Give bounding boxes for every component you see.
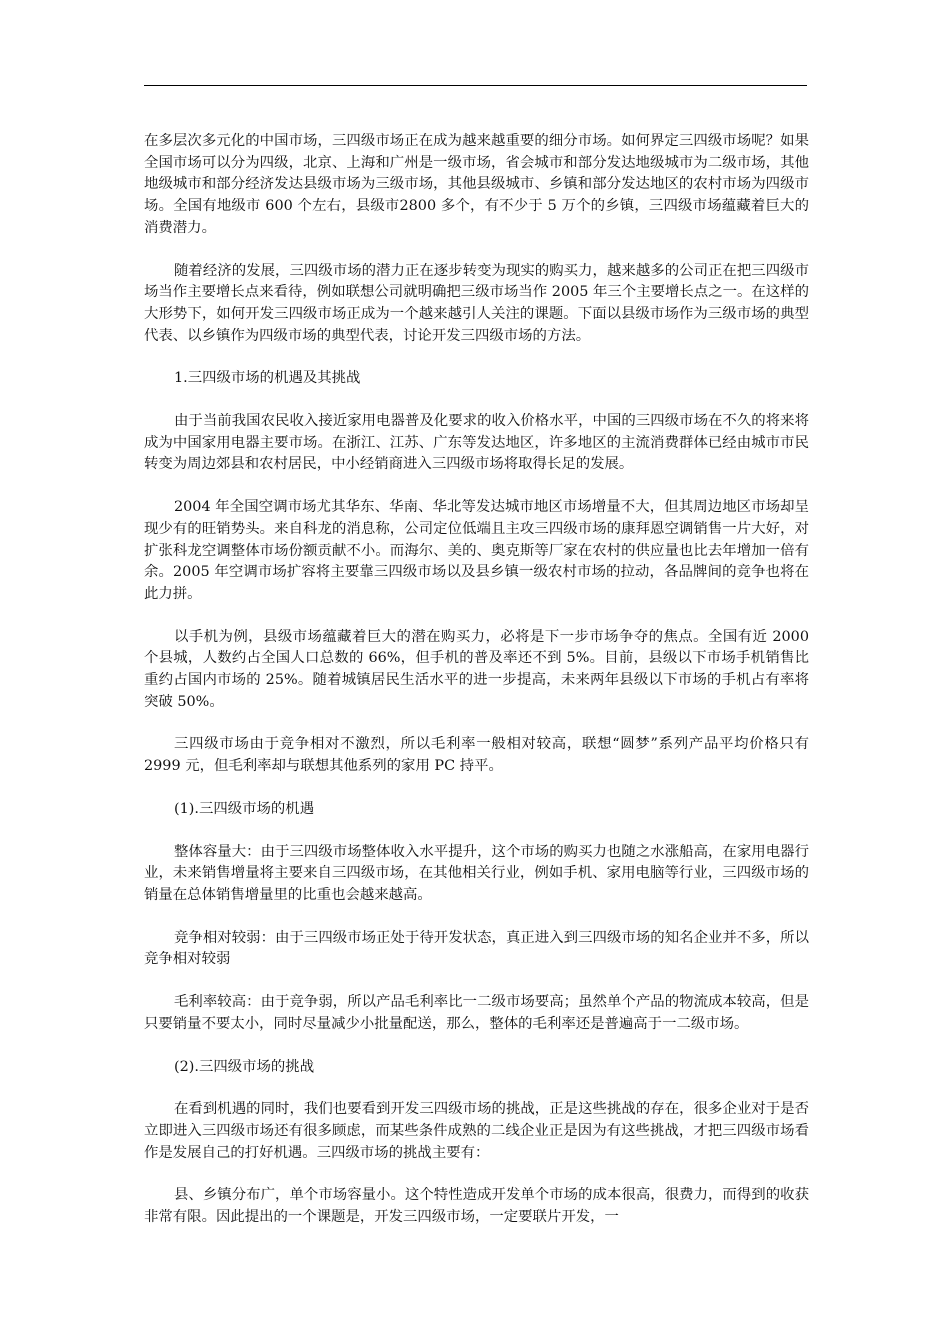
header-rule (144, 85, 807, 86)
section-heading-1: 1.三四级市场的机遇及其挑战 (174, 370, 361, 387)
paragraph-appliances: 由于当前我国农民收入接近家用电器普及化要求的收入价格水平，中国的三四级市场在不久的将来将成为中国家用电器主要市场。在浙江、江苏、广东等发达地区，许多地区的主流消费群体已经由城市市民转变为周边郊县和农村居民，中小经销商进入三四级市场将取得长足的发展。 (144, 413, 809, 473)
paragraph-gross-margin: 毛利率较高：由于竞争弱，所以产品毛利率比一二级市场要高；虽然单个产品的物流成本较高，但是只要销量不要太小，同时尽量减少小批量配送，那么，整体的毛利率还是普遍高于一二级市场。 (144, 994, 809, 1032)
document-body (144, 131, 809, 1250)
paragraph-margin-lenovo: 三四级市场由于竞争相对不激烈，所以毛利率一般相对较高，联想“圆梦”系列产品平均价格只有 2999 元，但毛利率却与联想其他系列的家用 PC 持平。 (144, 736, 809, 775)
paragraph-competition: 竞争相对较弱：由于三四级市场正处于待开发状态，真正进入到三四级市场的知名企业并不多，所以竞争相对较弱 (144, 929, 809, 968)
paragraph-capacity: 整体容量大：由于三四级市场整体收入水平提升，这个市场的购买力也随之水涨船高，在家用电器行业，未来销售增量将主要来自三四级市场，在其他相关行业，例如手机、家用电脑等行业，三四级市场的销量在总体销售增量里的比重也会越来越高。 (144, 843, 809, 903)
paragraph-air-conditioning: 2004 年全国空调市场尤其华东、华南、华北等发达城市地区市场增量不大，但其周边地区市场却呈现少有的旺销势头。来自科龙的消息称，公司定位低端且主攻三四级市场的康拜恩空调销售一片大好，对扩张科龙空调整体市场份额贡献不小。而海尔、美的、奥克斯等厂家在农村的供应量也比去年增加一倍有余。2005 年空调市场扩容将主要靠三四级市场以及县乡镇一级农村市场的拉动，各品牌间的竞争也将在此力拼。 (144, 499, 809, 602)
paragraph-intro: 在多层次多元化的中国市场，三四级市场正在成为越来越重要的细分市场。如何界定三四级市场呢？如果全国市场可以分为四级，北京、上海和广州是一级市场，省会城市和部分发达地级城市为二级市场，其他地级城市和部分经济发达县级市场为三级市场，其他县级城市、乡镇和部分发达地区的农村市场为四级市场。全国有地级市 600 个左右，县级市2800 多个，有不少于 5 万个的乡镇，三四级市场蕴藏着巨大的消费潜力。 (144, 133, 809, 236)
paragraph-growth: 随着经济的发展，三四级市场的潜力正在逐步转变为现实的购买力，越来越多的公司正在把三四级市场当作主要增长点来看待，例如联想公司就明确把三级市场当作 2005 年三个主要增长点之一。在这样的大形势下，如何开发三四级市场正成为一个越来越引人关注的课题。下面以县级市场作为三级市场的典型代表、以乡镇作为四级市场的典型代表，讨论开发三四级市场的方法。 (144, 262, 809, 344)
paragraph-mobile-phones: 以手机为例，县级市场蕴藏着巨大的潜在购买力，必将是下一步市场争夺的焦点。全国有近 2000 个县城，人数约占全国人口总数的 66%，但手机的普及率还不到 5%。目前，县级以下市场手机销售比重约占国内市场的 25%。随着城镇居民生活水平的进一步提高，未来两年县级以下市场的手机占有率将突破 50%。 (144, 628, 809, 710)
section-heading-opportunities: (1).三四级市场的机遇 (174, 800, 315, 817)
paragraph-distribution: 县、乡镇分布广，单个市场容量小。这个特性造成开发单个市场的成本很高，很费力，而得到的收获非常有限。因此提出的一个课题是，开发三四级市场，一定要联片开发，一 (144, 1187, 809, 1226)
paragraph-challenges-intro: 在看到机遇的同时，我们也要看到开发三四级市场的挑战，正是这些挑战的存在，很多企业对于是否立即进入三四级市场还有很多顾虑，而某些条件成熟的二线企业正是因为有这些挑战，才把三四级市场看作是发展自己的打好机遇。三四级市场的挑战主要有： (144, 1101, 809, 1161)
section-heading-challenges: (2).三四级市场的挑战 (174, 1058, 315, 1075)
